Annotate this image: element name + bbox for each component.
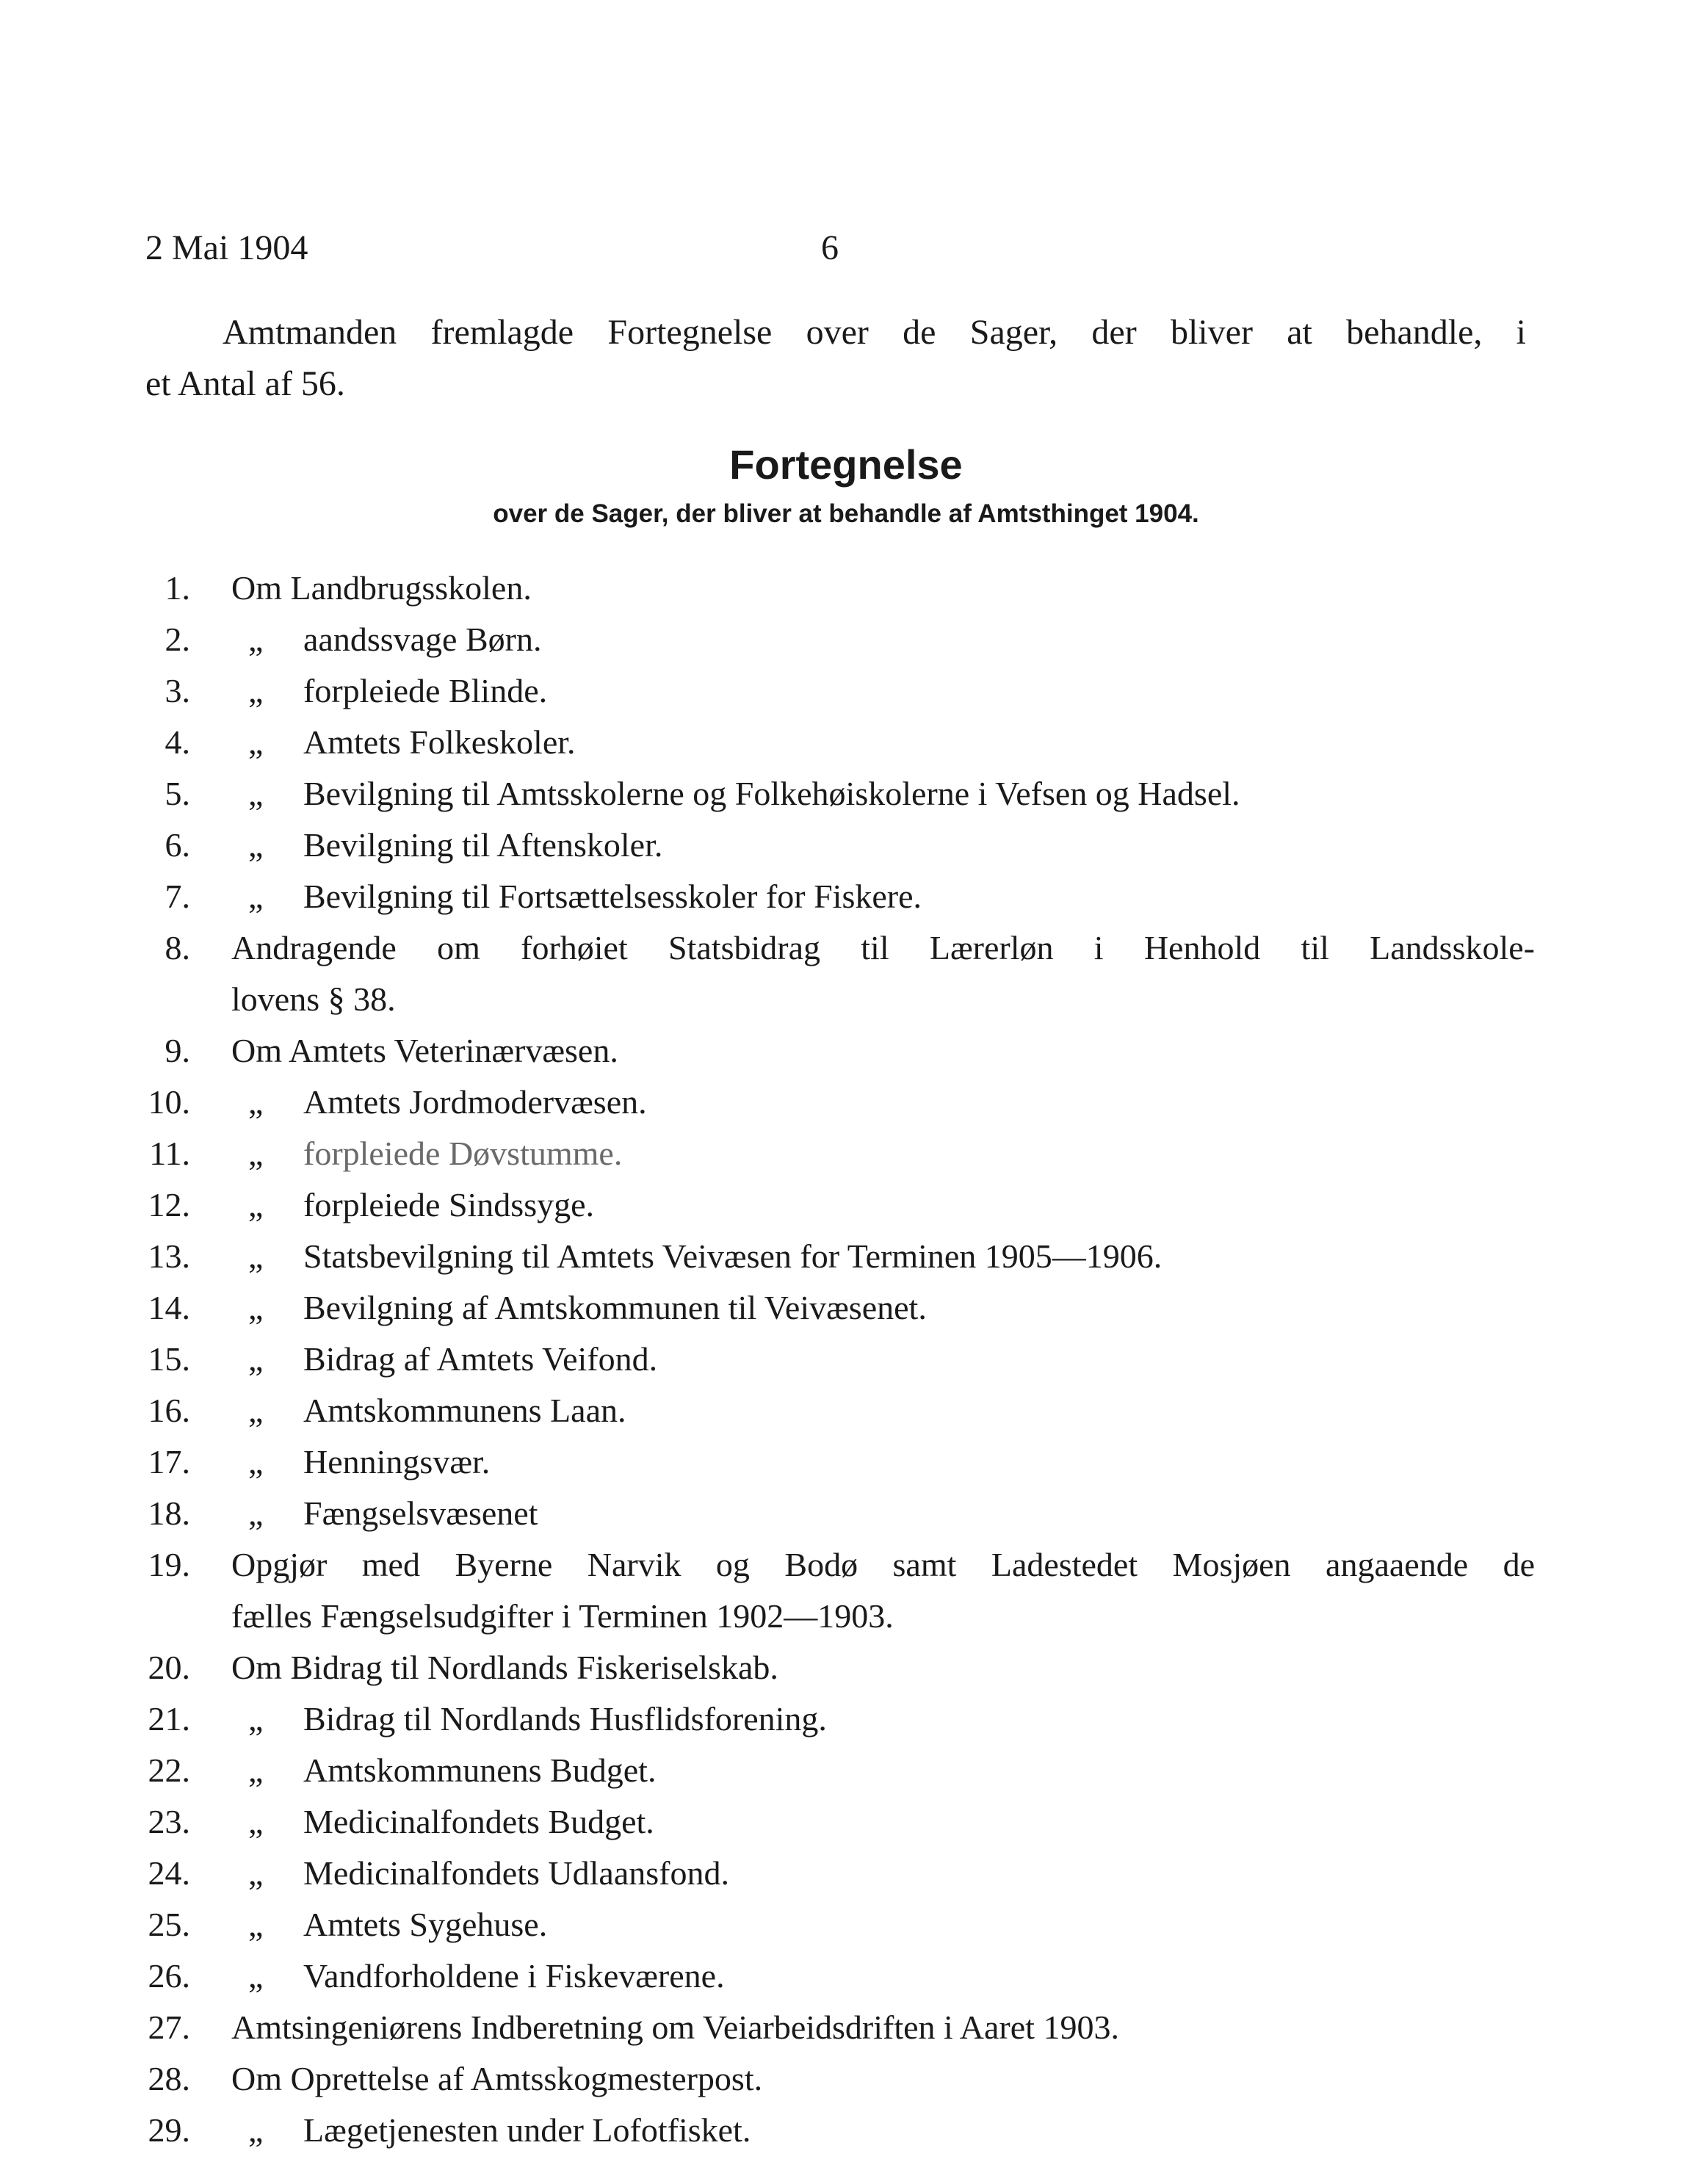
header-date: 2 Mai 1904 [145, 228, 308, 267]
ditto-mark: „ [248, 1443, 264, 1480]
ditto-mark: „ [248, 1751, 264, 1789]
ditto-mark: „ [248, 2111, 264, 2149]
page-header [0, 226, 1692, 270]
item-number: 8. [164, 929, 190, 966]
item-number: 9. [164, 1032, 190, 1069]
item-number: 10. [148, 1083, 190, 1121]
item-number: 25. [148, 1906, 190, 1943]
list-item [0, 1642, 1692, 1693]
list-item [0, 2053, 1692, 2105]
item-text: Amtets Folkeskoler. [303, 723, 576, 761]
intro-line-2: et Antal af 56. [145, 364, 345, 403]
ditto-mark: „ [248, 1854, 264, 1892]
intro-paragraph [145, 307, 1526, 410]
item-number: 26. [148, 1957, 190, 1995]
item-number: 12. [148, 1186, 190, 1223]
item-number: 27. [148, 2008, 190, 2046]
list-item [0, 1539, 1692, 1642]
ditto-mark: „ [248, 672, 264, 709]
list-item [0, 717, 1692, 768]
agenda-list [0, 563, 1692, 2156]
item-text: Om Landbrugsskolen. [231, 569, 532, 607]
ditto-mark: „ [248, 1237, 264, 1275]
list-item [0, 1848, 1692, 1899]
item-number: 5. [164, 775, 190, 812]
item-text: Amtsingeniørens Indberetning om Veiarbeidsdriften i Aaret 1903. [231, 2008, 1119, 2046]
item-text: Vandforholdene i Fiskeværene. [303, 1957, 725, 1995]
ditto-mark: „ [248, 1135, 264, 1172]
item-number: 19. [148, 1546, 190, 1583]
item-text: Amtets Sygehuse. [303, 1906, 548, 1943]
list-item [0, 2002, 1692, 2053]
ditto-mark: „ [248, 1906, 264, 1943]
item-number: 1. [164, 569, 190, 607]
item-text: Amtets Jordmodervæsen. [303, 1083, 647, 1121]
item-number: 23. [148, 1803, 190, 1840]
ditto-mark: „ [248, 775, 264, 812]
list-item [0, 1899, 1692, 1950]
list-item [0, 1745, 1692, 1796]
item-number: 15. [148, 1340, 190, 1378]
item-text [231, 922, 1535, 1025]
page-number: 6 [821, 228, 839, 267]
item-number: 6. [164, 826, 190, 864]
list-item [0, 1282, 1692, 1334]
list-item [0, 614, 1692, 665]
item-number: 20. [148, 1649, 190, 1686]
item-text: Statsbevilgning til Amtets Veivæsen for Terminen 1905—1906. [303, 1237, 1163, 1275]
intro-line-1: Amtmanden fremlagde Fortegnelse over de Sager, der bliver at behandle, i [223, 313, 1526, 352]
item-text: Henningsvær. [303, 1443, 491, 1480]
item-text: Om Bidrag til Nordlands Fiskeriselskab. [231, 1649, 778, 1686]
item-number: 21. [148, 1700, 190, 1738]
ditto-mark: „ [248, 723, 264, 761]
item-text: Bevilgning til Aftenskoler. [303, 826, 663, 864]
item-text-line-1: Opgjør med Byerne Narvik og Bodø samt Ladestedet Mosjøen angaaende de [231, 1546, 1535, 1583]
list-title: Fortegnelse [729, 441, 963, 488]
list-item [0, 563, 1692, 614]
ditto-mark: „ [248, 1392, 264, 1429]
item-number: 3. [164, 672, 190, 709]
list-item [0, 1231, 1692, 1282]
item-text-line-2: fælles Fængselsudgifter i Terminen 1902—1903. [231, 1597, 894, 1635]
item-number: 4. [164, 723, 190, 761]
item-number: 18. [148, 1494, 190, 1532]
list-item [0, 665, 1692, 717]
item-text: Om Amtets Veterinærvæsen. [231, 1032, 618, 1069]
item-text: aandssvage Børn. [303, 621, 542, 658]
ditto-mark: „ [248, 621, 264, 658]
list-item [0, 1796, 1692, 1848]
list-item [0, 1436, 1692, 1488]
list-item [0, 1334, 1692, 1385]
ditto-mark: „ [248, 1340, 264, 1378]
item-text: Lægetjenesten under Lofotfisket. [303, 2111, 751, 2149]
item-number: 11. [149, 1135, 190, 1172]
item-number: 2. [164, 621, 190, 658]
ditto-mark: „ [248, 1957, 264, 1995]
item-text: Amtskommunens Laan. [303, 1392, 626, 1429]
list-item [0, 1077, 1692, 1128]
item-text: Medicinalfondets Budget. [303, 1803, 654, 1840]
list-item [0, 768, 1692, 820]
item-number: 29. [148, 2111, 190, 2149]
item-number: 16. [148, 1392, 190, 1429]
item-text: Fængselsvæsenet [303, 1494, 538, 1532]
item-number: 7. [164, 878, 190, 915]
list-item [0, 1179, 1692, 1231]
list-subtitle: over de Sager, der bliver at behandle af Amtsthinget 1904. [493, 499, 1199, 528]
ditto-mark: „ [248, 826, 264, 864]
item-number: 24. [148, 1854, 190, 1892]
item-text: forpleiede Døvstumme. [303, 1135, 623, 1172]
item-text: Om Oprettelse af Amtsskogmesterpost. [231, 2060, 763, 2097]
item-number: 28. [148, 2060, 190, 2097]
item-text: forpleiede Sindssyge. [303, 1186, 595, 1223]
item-text: Bevilgning af Amtskommunen til Veivæsenet. [303, 1289, 927, 1326]
ditto-mark: „ [248, 878, 264, 915]
item-text: Bevilgning til Amtsskolerne og Folkehøiskolerne i Vefsen og Hadsel. [303, 775, 1240, 812]
list-item [0, 922, 1692, 1025]
item-text [231, 1539, 1535, 1642]
item-text: Bidrag af Amtets Veifond. [303, 1340, 658, 1378]
list-item [0, 820, 1692, 871]
list-item [0, 1128, 1692, 1179]
list-item [0, 871, 1692, 922]
item-text: Amtskommunens Budget. [303, 1751, 657, 1789]
list-item [0, 1025, 1692, 1077]
ditto-mark: „ [248, 1289, 264, 1326]
item-text: Bidrag til Nordlands Husflidsforening. [303, 1700, 827, 1738]
item-text: Medicinalfondets Udlaansfond. [303, 1854, 729, 1892]
item-text-line-2: lovens § 38. [231, 980, 396, 1018]
list-item [0, 1385, 1692, 1436]
ditto-mark: „ [248, 1186, 264, 1223]
item-text: Bevilgning til Fortsættelsesskoler for Fiskere. [303, 878, 922, 915]
list-item [0, 1488, 1692, 1539]
list-item [0, 2105, 1692, 2156]
ditto-mark: „ [248, 1803, 264, 1840]
ditto-mark: „ [248, 1083, 264, 1121]
item-number: 17. [148, 1443, 190, 1480]
ditto-mark: „ [248, 1700, 264, 1738]
item-number: 14. [148, 1289, 190, 1326]
item-number: 13. [148, 1237, 190, 1275]
item-number: 22. [148, 1751, 190, 1789]
item-text-line-1: Andragende om forhøiet Statsbidrag til Lærerløn i Henhold til Landsskole- [231, 929, 1535, 966]
list-item [0, 1950, 1692, 2002]
item-text: forpleiede Blinde. [303, 672, 548, 709]
ditto-mark: „ [248, 1494, 264, 1532]
list-item [0, 1693, 1692, 1745]
